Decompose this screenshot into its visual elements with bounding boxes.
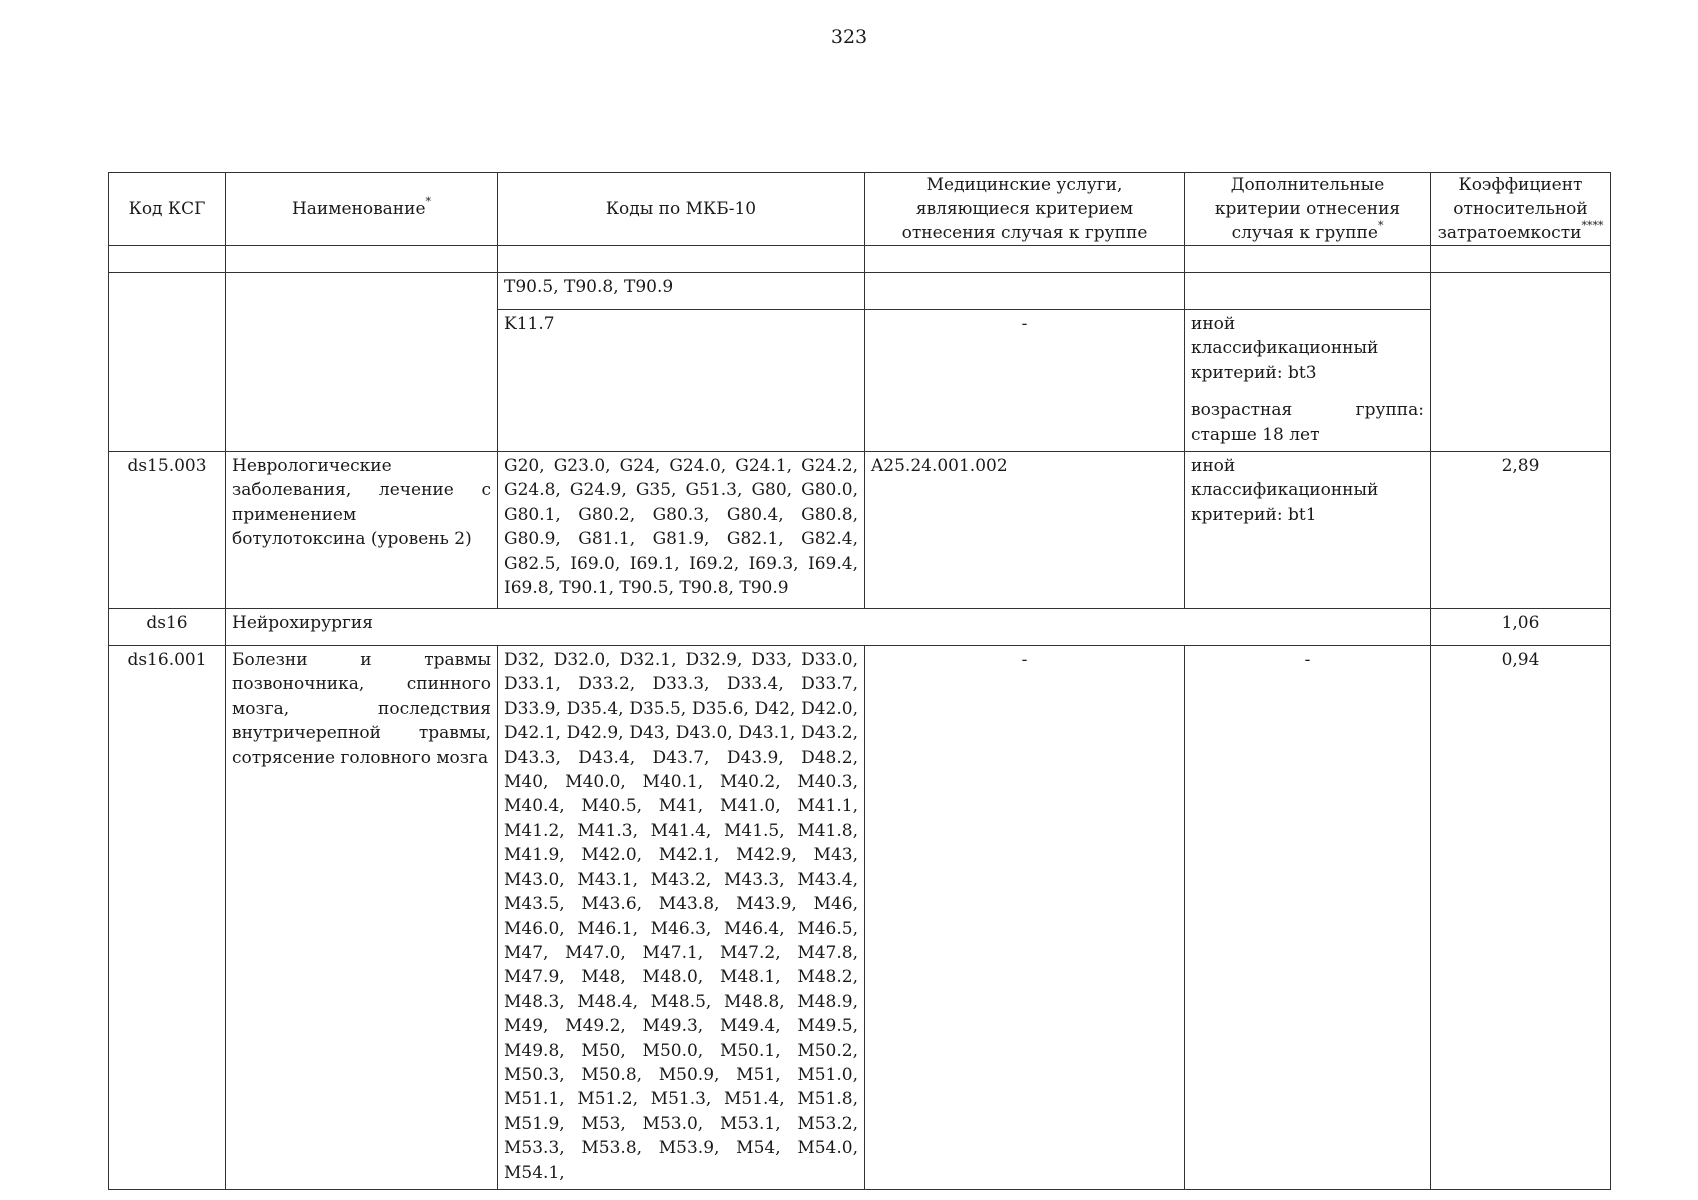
cell-name: [226, 273, 498, 452]
header-mkb: Коды по МКБ-10: [498, 173, 865, 246]
cell-services: -: [865, 310, 1185, 452]
footnote-mark: ****: [1581, 219, 1604, 233]
criteria-text: иной классификационный критерий: bt3: [1191, 314, 1379, 383]
cell-code: ds16.001: [109, 646, 226, 1190]
header-coef: Коэффициент относительной затратоемкости****: [1431, 173, 1611, 246]
cell-criteria: -: [1185, 646, 1431, 1190]
cell-criteria: иной классификационный критерий: bt1: [1185, 452, 1431, 609]
cell-services: -: [865, 646, 1185, 1190]
header-criteria: Дополнительные критерии отнесения случая к группе*: [1185, 173, 1431, 246]
cell-name: Неврологические заболевания, лечение с применением ботулотоксина (уровень 2): [226, 452, 498, 609]
header-code: Код КСГ: [109, 173, 226, 246]
cell-mkb: K11.7: [498, 310, 865, 452]
cell-services: [865, 273, 1185, 310]
criteria-text: возрастная группа: старше 18 лет: [1191, 400, 1424, 445]
cell-coef: [1431, 273, 1611, 452]
header-name: Наименование*: [226, 173, 498, 246]
cell-code: ds15.003: [109, 452, 226, 609]
table-row-continuation-1: [109, 273, 1611, 310]
cell-coef: 0,94: [1431, 646, 1611, 1190]
cell-code: [109, 273, 226, 452]
cell-services: A25.24.001.002: [865, 452, 1185, 609]
table-row-ds16-001: [109, 646, 1611, 1190]
cell-mkb: T90.5, T90.8, T90.9: [498, 273, 865, 310]
cell-code: ds16: [109, 609, 226, 646]
table-row-ds16: [109, 609, 1611, 646]
cell-criteria: [1185, 310, 1431, 452]
header-spacer-row: [109, 246, 1611, 273]
ksg-table: [108, 172, 1611, 1190]
header-row: [109, 173, 1611, 246]
header-services: Медицинские услуги, являющиеся критерием отнесения случая к группе: [865, 173, 1185, 246]
cell-name: Нейрохирургия: [226, 609, 1431, 646]
cell-criteria: [1185, 273, 1431, 310]
cell-coef: 1,06: [1431, 609, 1611, 646]
cell-mkb: G20, G23.0, G24, G24.0, G24.1, G24.2, G24.8, G24.9, G35, G51.3, G80, G80.0, G80.1, G80.2, G80.3, G80.4, G80.8, G80.9, G81.1, G81.9, G82.1, G82.4, G82.5, I69.0, I69.1, I69.2, I69.3, I69.4, I69.8, T90.1, T90.5, T90.8, T90.9: [498, 452, 865, 609]
footnote-mark: *: [1377, 219, 1384, 233]
cell-mkb: D32, D32.0, D32.1, D32.9, D33, D33.0, D33.1, D33.2, D33.3, D33.4, D33.7, D33.9, D35.4, D35.5, D35.6, D42, D42.0, D42.1, D42.9, D43, D43.0, D43.1, D43.2, D43.3, D43.4, D43.7, D43.9, D48.2, M40, M40.0, M40.1, M40.2, M40.3, M40.4, M40.5, M41, M41.0, M41.1, M41.2, M41.3, M41.4, M41.5, M41.8, M41.9, M42.0, M42.1, M42.9, M43, M43.0, M43.1, M43.2, M43.3, M43.4, M43.5, M43.6, M43.8, M43.9, M46, M46.0, M46.1, M46.3, M46.4, M46.5, M47, M47.0, M47.1, M47.2, M47.8, M47.9, M48, M48.0, M48.1, M48.2, M48.3, M48.4, M48.5, M48.8, M48.9, M49, M49.2, M49.3, M49.4, M49.5, M49.8, M50, M50.0, M50.1, M50.2, M50.3, M50.8, M50.9, M51, M51.0, M51.1, M51.2, M51.3, M51.4, M51.8, M51.9, M53, M53.0, M53.1, M53.2, M53.3, M53.8, M53.9, M54, M54.0, M54.1,: [498, 646, 865, 1190]
cell-coef: 2,89: [1431, 452, 1611, 609]
table-row-ds15-003: [109, 452, 1611, 609]
cell-name: Болезни и травмы позвоночника, спинного мозга, последствия внутричерепной травмы, сотрясение головного мозга: [226, 646, 498, 1190]
page-number: 323: [830, 26, 868, 48]
footnote-mark: *: [425, 195, 432, 209]
